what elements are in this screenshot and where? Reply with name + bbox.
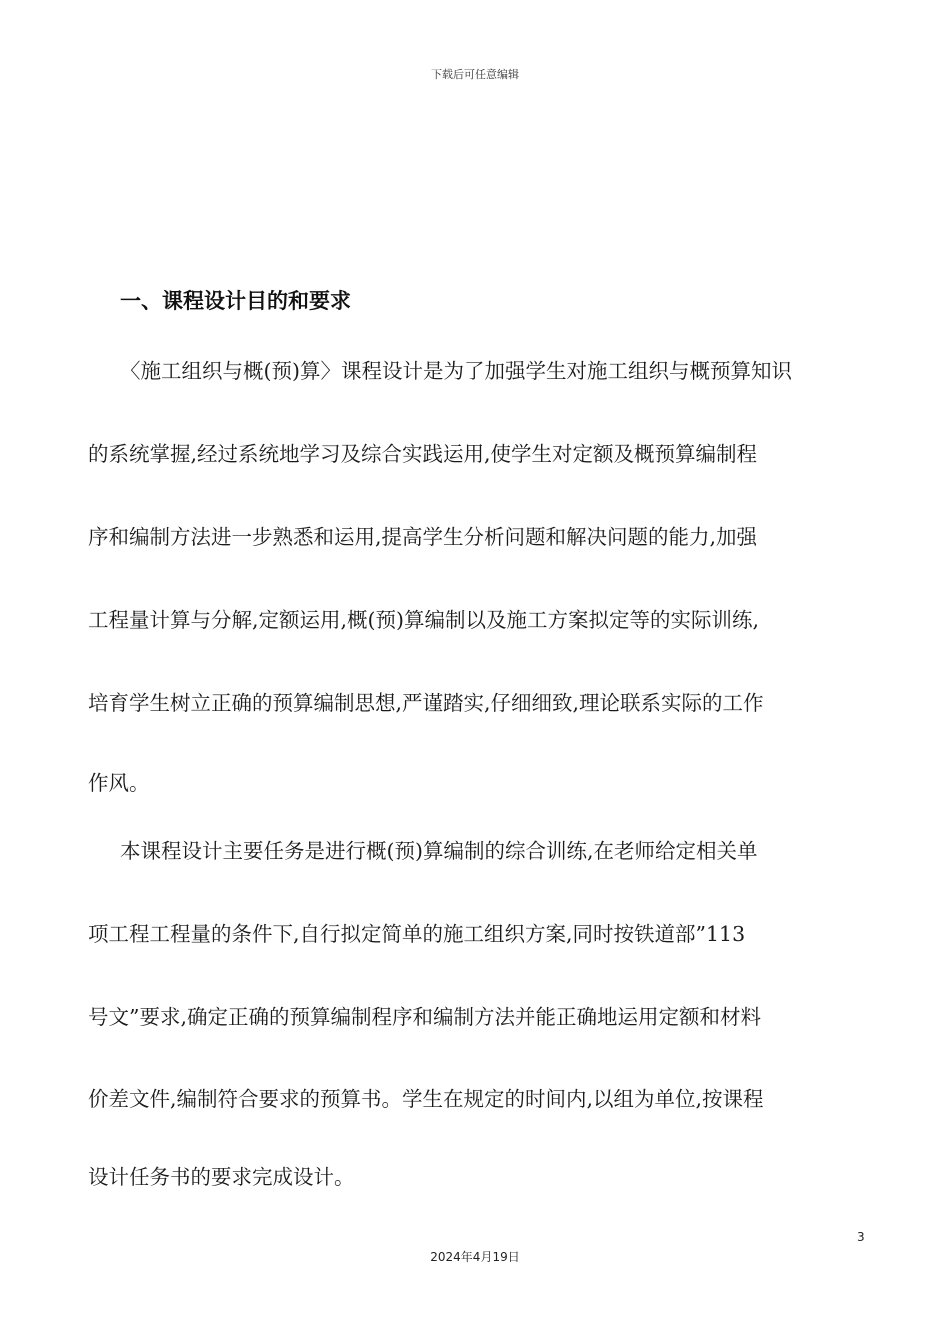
paragraph-line: 培育学生树立正确的预算编制思想,严谨踏实,仔细细致,理论联系实际的工作 [88, 691, 764, 715]
paragraph-line: 号文”要求,确定正确的预算编制程序和编制方法并能正确地运用定额和材料 [88, 1005, 761, 1029]
paragraph-line: 的系统掌握,经过系统地学习及综合实践运用,使学生对定额及概预算编制程 [88, 442, 758, 466]
page-date: 2024年4月19日 [430, 1250, 520, 1264]
paragraph-line: 本课程设计主要任务是进行概(预)算编制的综合训练,在老师给定相关单 [120, 839, 758, 863]
paragraph-line: 作风。 [88, 771, 150, 795]
paragraph-line: 〈施工组织与概(预)算〉课程设计是为了加强学生对施工组织与概预算知识 [120, 359, 792, 383]
paragraph-line: 工程量计算与分解,定额运用,概(预)算编制以及施工方案拟定等的实际训练, [88, 608, 760, 632]
section-heading: 一、课程设计目的和要求 [120, 289, 351, 313]
paragraph-line: 项工程工程量的条件下,自行拟定简单的施工组织方案,同时按铁道部”113 [88, 922, 746, 946]
paragraph-line: 序和编制方法进一步熟悉和运用,提高学生分析问题和解决问题的能力,加强 [88, 525, 758, 549]
paragraph-line: 设计任务书的要求完成设计。 [88, 1165, 355, 1189]
page-header-note: 下载后可任意编辑 [431, 68, 519, 81]
paragraph-line: 价差文件,编制符合要求的预算书。学生在规定的时间内,以组为单位,按课程 [88, 1087, 764, 1111]
page-number: 3 [857, 1230, 865, 1244]
